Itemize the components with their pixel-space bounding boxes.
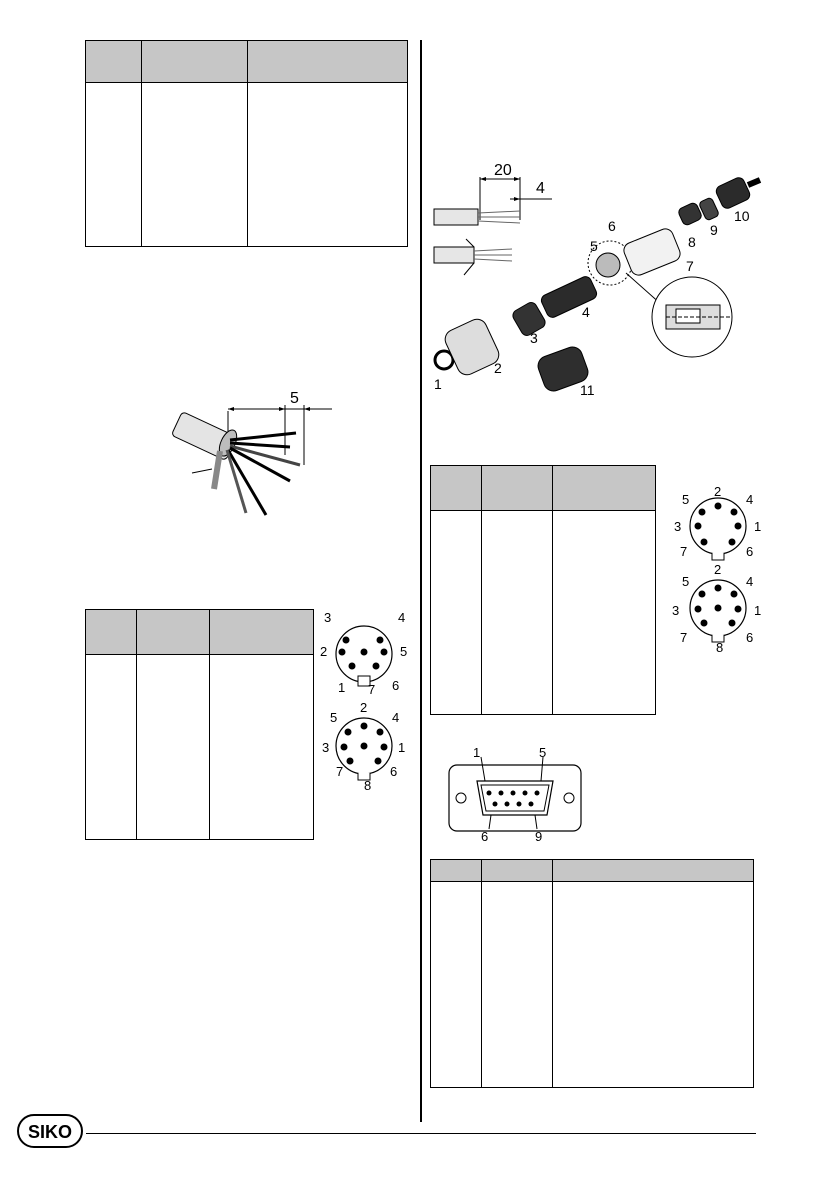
- svg-text:4: 4: [536, 180, 545, 197]
- svg-text:1: 1: [338, 680, 346, 695]
- svg-text:5: 5: [682, 574, 690, 589]
- svg-text:5: 5: [590, 238, 598, 254]
- svg-text:7: 7: [686, 258, 694, 274]
- table-bottom-right: [430, 859, 754, 1088]
- svg-text:1: 1: [754, 519, 762, 534]
- svg-text:6: 6: [746, 544, 754, 559]
- footer-rule: [86, 1133, 756, 1134]
- svg-text:9: 9: [710, 222, 718, 238]
- svg-text:4: 4: [392, 710, 400, 725]
- svg-text:7: 7: [680, 544, 688, 559]
- svg-text:6: 6: [481, 829, 489, 844]
- connector-pinout-left-bottom: [318, 700, 410, 790]
- svg-text:3: 3: [530, 330, 538, 346]
- svg-text:3: 3: [674, 519, 682, 534]
- strip-length-label: 5: [290, 390, 299, 407]
- svg-text:6: 6: [608, 218, 616, 234]
- svg-text:4: 4: [746, 574, 754, 589]
- svg-text:SIKO: SIKO: [27, 1122, 73, 1142]
- svg-text:6: 6: [746, 630, 754, 645]
- svg-text:1: 1: [434, 376, 442, 392]
- svg-text:5: 5: [682, 492, 690, 507]
- table-header: [431, 466, 655, 511]
- siko-logo: [17, 1114, 83, 1148]
- svg-text:6: 6: [390, 764, 398, 779]
- svg-text:8: 8: [688, 234, 696, 250]
- svg-text:8: 8: [364, 778, 372, 790]
- connector-pinout-right-top: [670, 484, 766, 568]
- svg-text:3: 3: [324, 612, 332, 625]
- svg-text:20: 20: [494, 162, 512, 179]
- svg-text:4: 4: [746, 492, 754, 507]
- svg-text:3: 3: [672, 603, 680, 618]
- svg-text:2: 2: [360, 700, 368, 715]
- svg-text:4: 4: [398, 612, 406, 625]
- svg-text:1: 1: [398, 740, 406, 755]
- svg-text:5: 5: [400, 644, 408, 659]
- svg-text:2: 2: [714, 484, 722, 499]
- column-divider: [420, 40, 422, 1122]
- svg-text:1: 1: [754, 603, 762, 618]
- table-header: [86, 610, 313, 655]
- svg-text:5: 5: [539, 745, 547, 760]
- svg-text:10: 10: [734, 208, 750, 224]
- svg-text:3: 3: [322, 740, 330, 755]
- svg-text:2: 2: [320, 644, 328, 659]
- svg-text:1: 1: [473, 745, 481, 760]
- connector-assembly-figure: [430, 155, 770, 400]
- table-top-left: [85, 40, 408, 247]
- table-mid-left: [85, 609, 314, 840]
- dsub-connector-figure: [445, 745, 585, 845]
- svg-text:5: 5: [330, 710, 338, 725]
- svg-text:2: 2: [494, 360, 502, 376]
- svg-text:7: 7: [680, 630, 688, 645]
- svg-text:11: 11: [580, 382, 595, 398]
- svg-text:6: 6: [392, 678, 400, 693]
- svg-text:7: 7: [336, 764, 344, 779]
- svg-text:9: 9: [535, 829, 543, 844]
- table-header: [431, 860, 753, 882]
- cable-stripping-figure: [172, 385, 337, 520]
- table-mid-right: [430, 465, 656, 715]
- svg-text:2: 2: [714, 562, 722, 577]
- connector-pinout-left-top: [318, 612, 410, 696]
- svg-text:7: 7: [368, 682, 376, 696]
- connector-pinout-right-bottom: [670, 560, 766, 652]
- svg-text:4: 4: [582, 304, 590, 320]
- svg-text:8: 8: [716, 640, 724, 652]
